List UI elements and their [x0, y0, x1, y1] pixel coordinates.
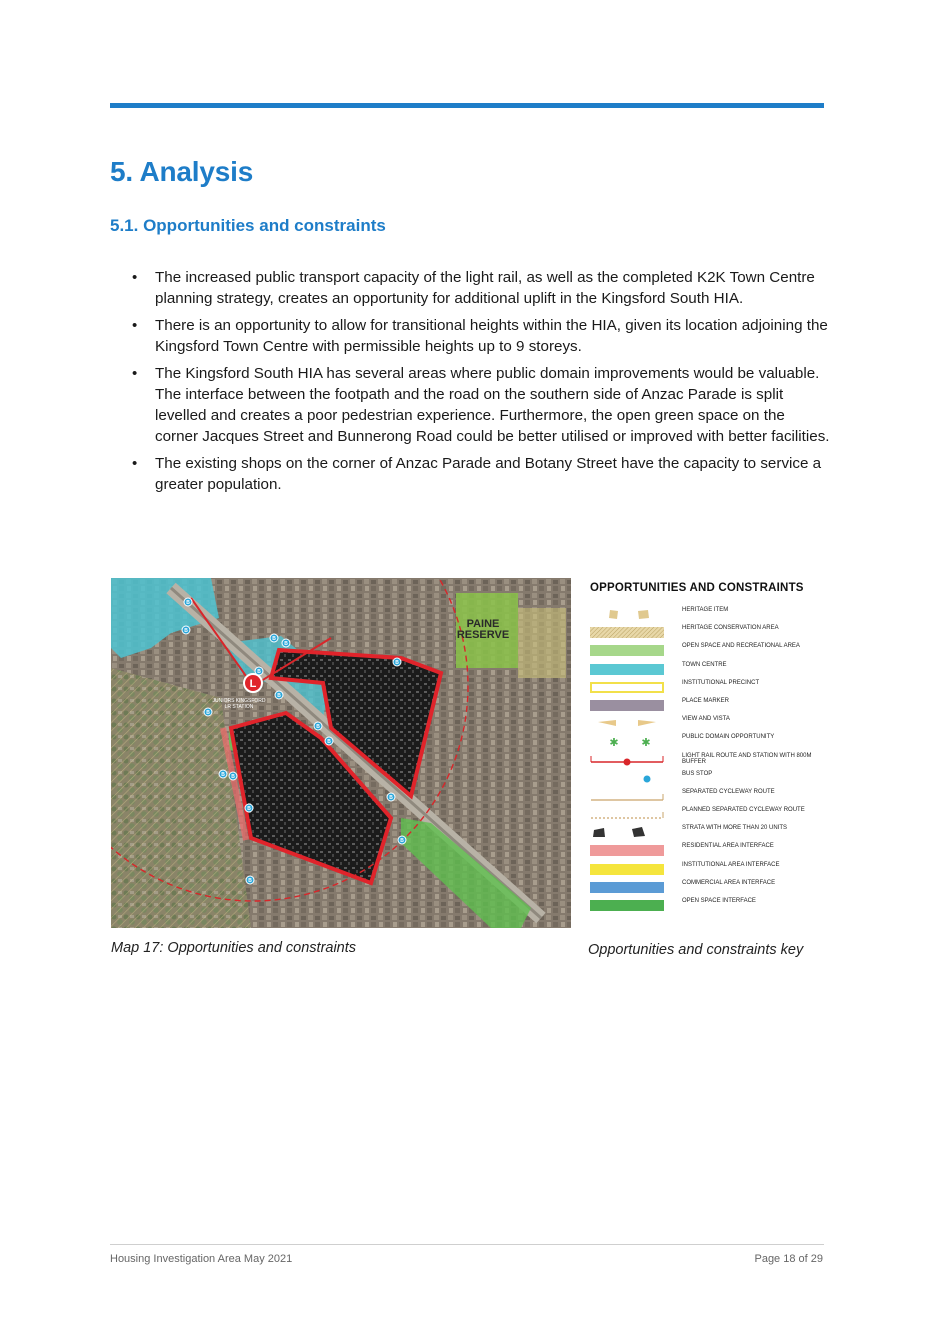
legend-label: COMMERCIAL AREA INTERFACE — [682, 879, 776, 886]
footer-page-number: Page 18 of 29 — [754, 1253, 823, 1265]
strata-symbol — [590, 827, 664, 838]
legend-item — [590, 897, 830, 915]
bus-stop-letter: B — [231, 773, 235, 780]
light-rail-symbol — [590, 755, 664, 766]
legend-item — [590, 806, 830, 824]
legend-item — [590, 788, 830, 806]
footer-document-title: Housing Investigation Area May 2021 — [110, 1253, 293, 1265]
legend-label: OPEN SPACE AND RECREATIONAL AREA — [682, 643, 800, 650]
legend-label: BUS STOP — [682, 770, 713, 777]
section-title: 5.1. Opportunities and constraints — [110, 216, 386, 235]
footer-rule — [110, 1244, 824, 1245]
legend-item — [590, 824, 830, 842]
bullet-item: • There is an opportunity to allow for transitional heights within the HIA, given its location adjoining the Kingsford Town Centre with permissible heights up to 9 storeys. — [110, 315, 830, 357]
legend-item — [590, 679, 830, 697]
bullet-item: • The existing shops on the corner of Anzac Parade and Botany Street have the capacity to service a greater population. — [110, 453, 830, 495]
legend-label: HERITAGE CONSERVATION AREA — [682, 625, 779, 632]
bus-stop-letter: B — [247, 805, 251, 812]
legend-label: PUBLIC DOMAIN OPPORTUNITY — [682, 734, 775, 741]
station-label: JUNIORS KINGSFORD — [212, 698, 266, 704]
legend-label: VIEW AND VISTA — [682, 716, 730, 723]
bus-stop-letter: B — [184, 627, 188, 634]
legend-item — [590, 715, 830, 733]
legend-label: PLANNED SEPARATED CYCLEWAY ROUTE — [682, 807, 805, 814]
open-space-symbol — [590, 645, 664, 656]
town-centre-symbol — [590, 664, 664, 675]
legend-item — [590, 642, 830, 660]
legend-item — [590, 661, 830, 679]
bus-stop-letter: B — [277, 692, 281, 699]
planned-cycleway-symbol — [590, 809, 664, 820]
legend-label: STRATA WITH MORE THAN 20 UNITS — [682, 825, 788, 832]
bus-stop-letter: B — [221, 771, 225, 778]
bullet-item: • The Kingsford South HIA has several areas where public domain improvements would be valuable. The interface between the footpath and the road on the southern side of Anzac Parade is split levelled and creates a poor pedestrian experience. Furthermore, the open green space on the corner Jacques Street and Bunnerong Road could be better utilised or improved with better facilities. — [110, 363, 830, 447]
bus-stop-letter: B — [284, 640, 288, 647]
legend-label: INSTITUTIONAL AREA INTERFACE — [682, 861, 780, 868]
bus-stop-letter: B — [248, 877, 252, 884]
public-domain-symbol — [590, 736, 664, 747]
opportunities-map — [111, 578, 571, 928]
legend-label: INSTITUTIONAL PRECINCT — [682, 679, 760, 686]
bus-stop-letter: B — [400, 837, 404, 844]
bullet-list — [110, 267, 830, 501]
legend-item — [590, 842, 830, 860]
bus-stop-letter: B — [389, 794, 393, 801]
station-label: LR STATION — [224, 704, 254, 710]
bus-stop-letter: B — [316, 723, 320, 730]
station-letter: L — [249, 678, 257, 690]
map-svg — [111, 578, 571, 928]
legend-item — [590, 861, 830, 879]
institutional-precinct — [518, 608, 566, 678]
legend-label: OPEN SPACE INTERFACE — [682, 898, 756, 904]
legend-item — [590, 752, 830, 770]
svg-text:✱: ✱ — [609, 736, 619, 748]
legend-item — [590, 879, 830, 897]
cycleway-symbol — [590, 791, 664, 802]
legend-item — [590, 624, 830, 642]
commercial-interface-symbol — [590, 882, 664, 893]
page-title: 5. Analysis — [110, 156, 254, 187]
bus-stop-letter: B — [186, 599, 190, 606]
key-caption: Opportunities and constraints key — [588, 942, 804, 958]
legend-label: SEPARATED CYCLEWAY ROUTE — [682, 788, 775, 795]
legend-item — [590, 606, 830, 624]
legend-item — [590, 770, 830, 788]
bus-stop-letter: B — [327, 738, 331, 745]
heritage-conservation-symbol — [590, 627, 664, 638]
legend-label: HERITAGE ITEM — [682, 607, 729, 613]
view-vista-symbol — [590, 718, 664, 729]
svg-text:✱: ✱ — [641, 736, 651, 748]
legend-item — [590, 697, 830, 715]
heritage-item-symbol — [590, 609, 664, 620]
bus-stop-letter: B — [395, 659, 399, 666]
legend-label: PLACE MARKER — [682, 697, 730, 704]
bus-stop-letter: B — [272, 635, 276, 642]
residential-interface-symbol — [590, 845, 664, 856]
legend — [590, 582, 830, 915]
legend-label: TOWN CENTRE — [682, 661, 727, 668]
legend-item — [590, 733, 830, 751]
open-space-interface-symbol — [590, 900, 664, 911]
institutional-interface-symbol — [590, 864, 664, 875]
bus-stop-symbol — [590, 773, 664, 784]
legend-title: OPPORTUNITIES AND CONSTRAINTS — [590, 582, 804, 594]
reserve-label: PAINE — [466, 618, 500, 630]
reserve-label: RESERVE — [456, 629, 510, 641]
institutional-precinct-symbol — [590, 682, 664, 693]
bus-stop-letter: B — [257, 668, 261, 675]
place-marker-symbol — [590, 700, 664, 711]
top-rule — [110, 103, 824, 108]
legend-label: LIGHT RAIL ROUTE AND STATION WITH 800M BUFFER — [682, 752, 812, 765]
map-caption: Map 17: Opportunities and constraints — [111, 940, 357, 956]
bullet-item: • The increased public transport capacity of the light rail, as well as the completed K2K Town Centre planning strategy, creates an opportunity for additional uplift in the Kingsford South HIA. — [110, 267, 830, 309]
legend-label: RESIDENTIAL AREA INTERFACE — [682, 843, 774, 850]
bus-stop-letter: B — [206, 709, 210, 716]
